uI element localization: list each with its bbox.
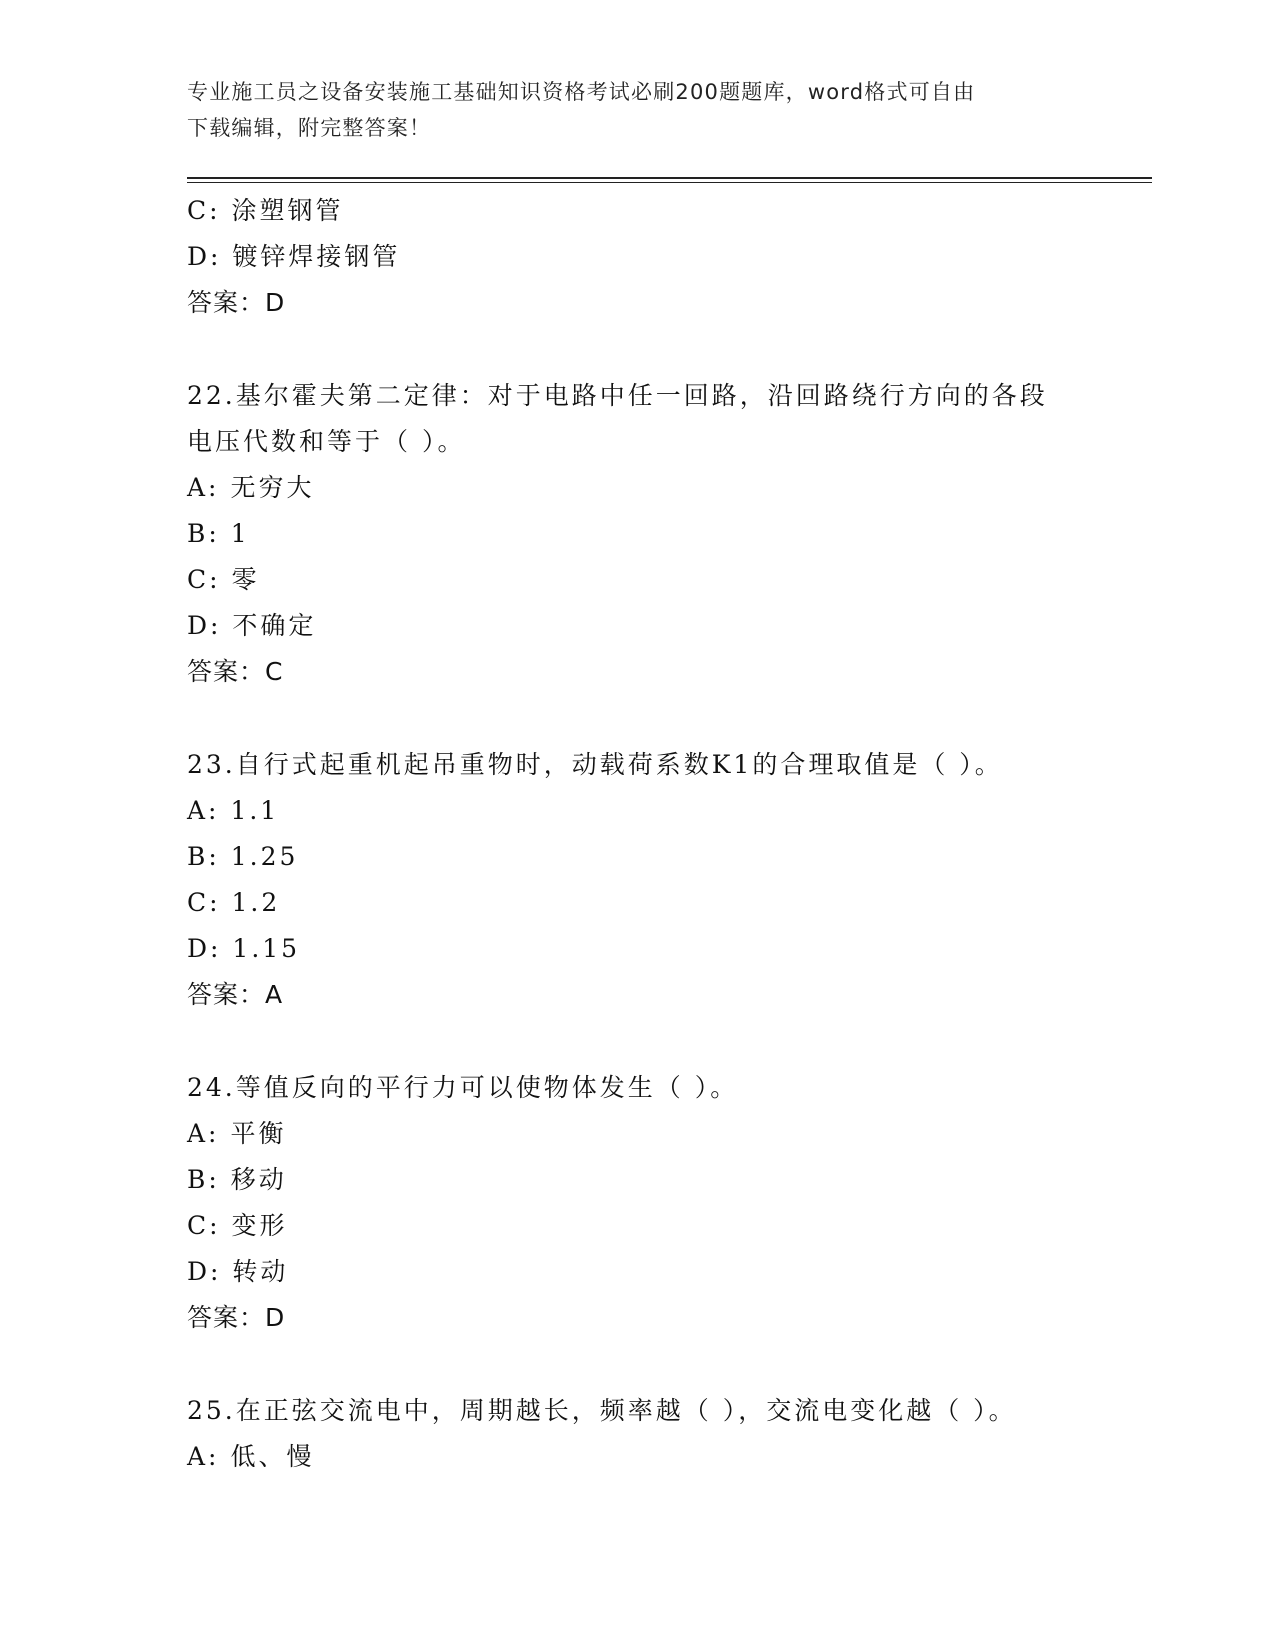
- question-stem-line-1: 24.等值反向的平行力可以使物体发生（ ）。: [187, 1073, 739, 1102]
- option-a: [187, 1111, 1147, 1157]
- option-label: D:: [187, 611, 222, 640]
- option-b: [187, 834, 1147, 880]
- question-21-partial: [187, 188, 1147, 326]
- option-label: C:: [187, 888, 221, 917]
- question-25: [187, 1388, 1147, 1480]
- option-label: C:: [187, 196, 221, 225]
- option-d: [187, 234, 1147, 280]
- option-text: 涂塑钢管: [231, 196, 344, 225]
- document-header: [187, 74, 1087, 146]
- option-label: D:: [187, 242, 222, 271]
- answer-line: 答案：D: [187, 288, 286, 317]
- option-text: 转动: [232, 1257, 289, 1286]
- spacer: [187, 326, 1147, 373]
- header-divider-thin: [187, 182, 1152, 183]
- option-text: 不确定: [232, 611, 317, 640]
- option-label: B:: [187, 519, 220, 548]
- option-label: D:: [187, 934, 222, 963]
- option-label: C:: [187, 565, 221, 594]
- spacer: [187, 1341, 1147, 1388]
- option-text: 零: [231, 565, 260, 594]
- option-b: [187, 1157, 1147, 1203]
- question-24: [187, 1065, 1147, 1341]
- option-text: 低、慢: [230, 1442, 315, 1471]
- answer-line: 答案：A: [187, 980, 284, 1009]
- spacer: [187, 1018, 1147, 1065]
- option-a: [187, 1434, 1147, 1480]
- option-label: B:: [187, 1165, 220, 1194]
- option-label: A:: [187, 1119, 220, 1148]
- option-label: D:: [187, 1257, 222, 1286]
- question-23: [187, 742, 1147, 1018]
- option-text: 平衡: [230, 1119, 287, 1148]
- question-stem-line-1: 22.基尔霍夫第二定律：对于电路中任一回路，沿回路绕行方向的各段: [187, 381, 1048, 410]
- question-stem-line-2: 电压代数和等于（ ）。: [187, 427, 466, 456]
- option-text: 移动: [230, 1165, 287, 1194]
- header-divider-thick: [187, 177, 1152, 179]
- option-label: B:: [187, 842, 220, 871]
- spacer: [187, 695, 1147, 742]
- option-text: 变形: [231, 1211, 288, 1240]
- option-text: 无穷大: [230, 473, 315, 502]
- option-c: [187, 557, 1147, 603]
- option-a: [187, 788, 1147, 834]
- question-stem-line-1: 23.自行式起重机起吊重物时，动载荷系数K1的合理取值是（ ）。: [187, 750, 1003, 779]
- option-label: C:: [187, 1211, 221, 1240]
- option-label: A:: [187, 1442, 220, 1471]
- option-c: [187, 880, 1147, 926]
- header-title-line-1: 专业施工员之设备安装施工基础知识资格考试必刷200题题库，word格式可自由: [187, 80, 976, 104]
- option-text: 1: [230, 519, 250, 548]
- option-d: [187, 926, 1147, 972]
- question-content: [187, 188, 1147, 1480]
- option-label: A:: [187, 796, 220, 825]
- option-text: 镀锌焊接钢管: [232, 242, 401, 271]
- option-c: [187, 1203, 1147, 1249]
- option-c: [187, 188, 1147, 234]
- option-a: [187, 465, 1147, 511]
- option-d: [187, 603, 1147, 649]
- option-text: 1.1: [230, 796, 280, 825]
- option-label: A:: [187, 473, 220, 502]
- option-text: 1.2: [231, 888, 281, 917]
- answer-line: 答案：C: [187, 657, 284, 686]
- option-b: [187, 511, 1147, 557]
- question-22: [187, 373, 1147, 695]
- option-text: 1.25: [230, 842, 299, 871]
- question-stem-line-1: 25.在正弦交流电中，周期越长，频率越（ ），交流电变化越（ ）。: [187, 1396, 1017, 1425]
- header-title-line-2: 下载编辑，附完整答案！: [187, 116, 432, 140]
- answer-line: 答案：D: [187, 1303, 286, 1332]
- option-text: 1.15: [232, 934, 301, 963]
- option-d: [187, 1249, 1147, 1295]
